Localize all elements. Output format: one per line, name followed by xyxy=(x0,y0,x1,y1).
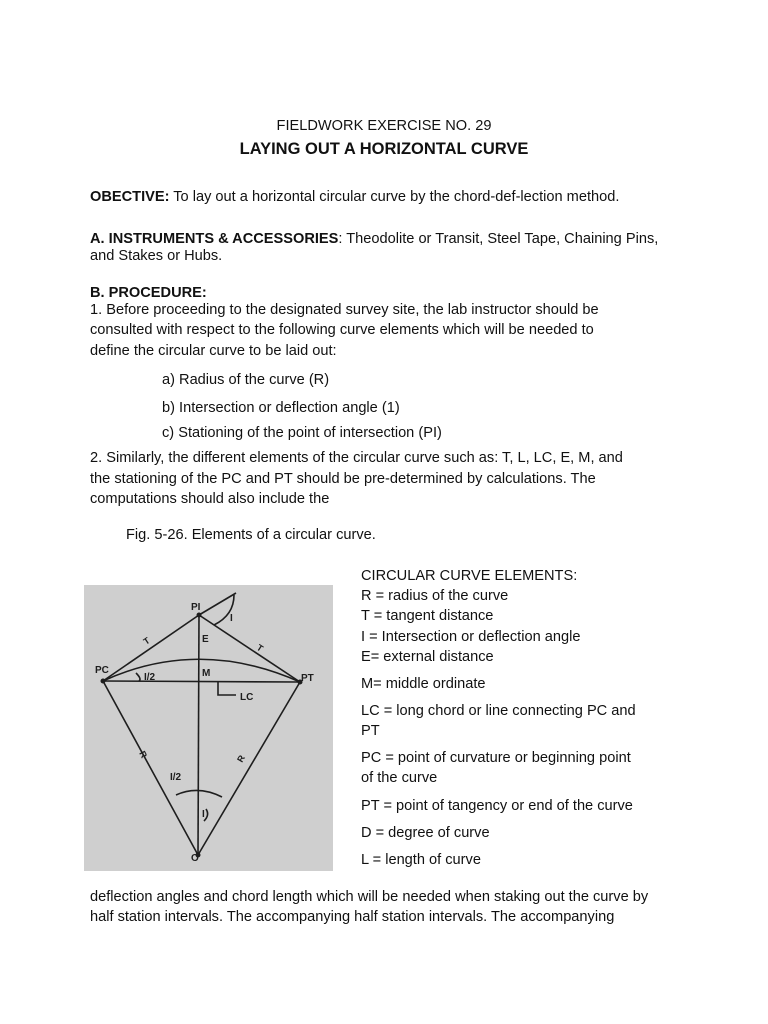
element-definition: I = Intersection or deflection angle xyxy=(361,629,581,645)
element-definition: of the curve xyxy=(361,770,438,786)
procedure-step1-line: consulted with respect to the following curve elements which will be needed to xyxy=(90,322,594,338)
bisector-line xyxy=(198,615,199,855)
element-definition: PT = point of tangency or end of the curve xyxy=(361,798,633,814)
instruments-label: A. INSTRUMENTS & ACCESSORIES xyxy=(90,231,339,247)
circular-curve-figure xyxy=(84,585,333,871)
objective-paragraph xyxy=(90,187,619,207)
label-r-right: R xyxy=(235,753,247,764)
element-definition: PT xyxy=(361,723,380,739)
procedure-step2-line: the stationing of the PC and PT should be pre-determined by calculations. The xyxy=(90,471,596,487)
label-half-angle-top: I/2 xyxy=(144,672,156,683)
element-definition: D = degree of curve xyxy=(361,825,490,841)
long-chord-line xyxy=(103,681,300,682)
label-o: O xyxy=(191,853,199,864)
closing-line: half station intervals. The accompanying half station intervals. The accompanying xyxy=(90,909,615,925)
element-definition: R = radius of the curve xyxy=(361,588,509,604)
page-title: LAYING OUT A HORIZONTAL CURVE xyxy=(239,140,529,158)
label-lc: LC xyxy=(240,692,254,703)
label-half-angle-bottom: I/2 xyxy=(170,772,182,783)
pi-point xyxy=(197,613,202,618)
label-angle-top: I xyxy=(230,613,233,624)
circular-curve-diagram xyxy=(84,585,333,871)
objective-label: OBECTIVE: xyxy=(90,189,170,205)
label-pc: PC xyxy=(95,665,109,676)
procedure-label: B. PROCEDURE: xyxy=(90,285,207,301)
elements-heading: CIRCULAR CURVE ELEMENTS: xyxy=(361,568,578,584)
label-pt: PT xyxy=(301,673,314,684)
procedure-sub-item: b) Intersection or deflection angle (1) xyxy=(162,400,400,416)
radius-line-right xyxy=(198,682,300,855)
objective-text: To lay out a horizontal circular curve by the chord-def-lection method. xyxy=(169,189,620,205)
pc-point xyxy=(101,679,106,684)
instruments-line-2: and Stakes or Hubs. xyxy=(90,248,223,264)
label-m: M xyxy=(202,668,211,679)
element-definition: LC = long chord or line connecting PC and xyxy=(361,703,636,719)
lc-leader xyxy=(218,682,236,695)
element-definition: PC = point of curvature or beginning point xyxy=(361,750,631,766)
procedure-step2-line: computations should also include the xyxy=(90,491,330,507)
closing-line: deflection angles and chord length which will be needed when staking out the curve by xyxy=(90,889,649,905)
procedure-sub-item: c) Stationing of the point of intersection (PI) xyxy=(162,425,442,441)
label-pi: PI xyxy=(191,602,201,613)
label-r-left: R xyxy=(137,749,150,760)
half-angle-arc-top xyxy=(136,673,140,681)
procedure-step2-line: 2. Similarly, the different elements of the circular curve such as: T, L, LC, E, M, and xyxy=(90,450,623,466)
label-angle-bottom: I xyxy=(202,809,205,820)
procedure-step1-line: define the circular curve to be laid out: xyxy=(90,343,337,359)
element-definition: M= middle ordinate xyxy=(361,676,486,692)
instruments-text: : Theodolite or Transit, Steel Tape, Chaining Pins, xyxy=(338,231,659,247)
procedure-sub-item: a) Radius of the curve (R) xyxy=(162,372,330,388)
element-definition: E= external distance xyxy=(361,649,494,665)
procedure-step1-line: 1. Before proceeding to the designated survey site, the lab instructor should be xyxy=(90,302,599,318)
figure-caption: Fig. 5-26. Elements of a circular curve. xyxy=(126,527,376,543)
element-definition: L = length of curve xyxy=(361,852,481,868)
exercise-number: FIELDWORK EXERCISE NO. 29 xyxy=(276,118,492,134)
label-t-right: T xyxy=(254,642,265,654)
element-definition: T = tangent distance xyxy=(361,608,494,624)
label-e: E xyxy=(202,634,209,645)
radius-line-left xyxy=(103,681,198,855)
label-t-left: T xyxy=(141,635,152,647)
